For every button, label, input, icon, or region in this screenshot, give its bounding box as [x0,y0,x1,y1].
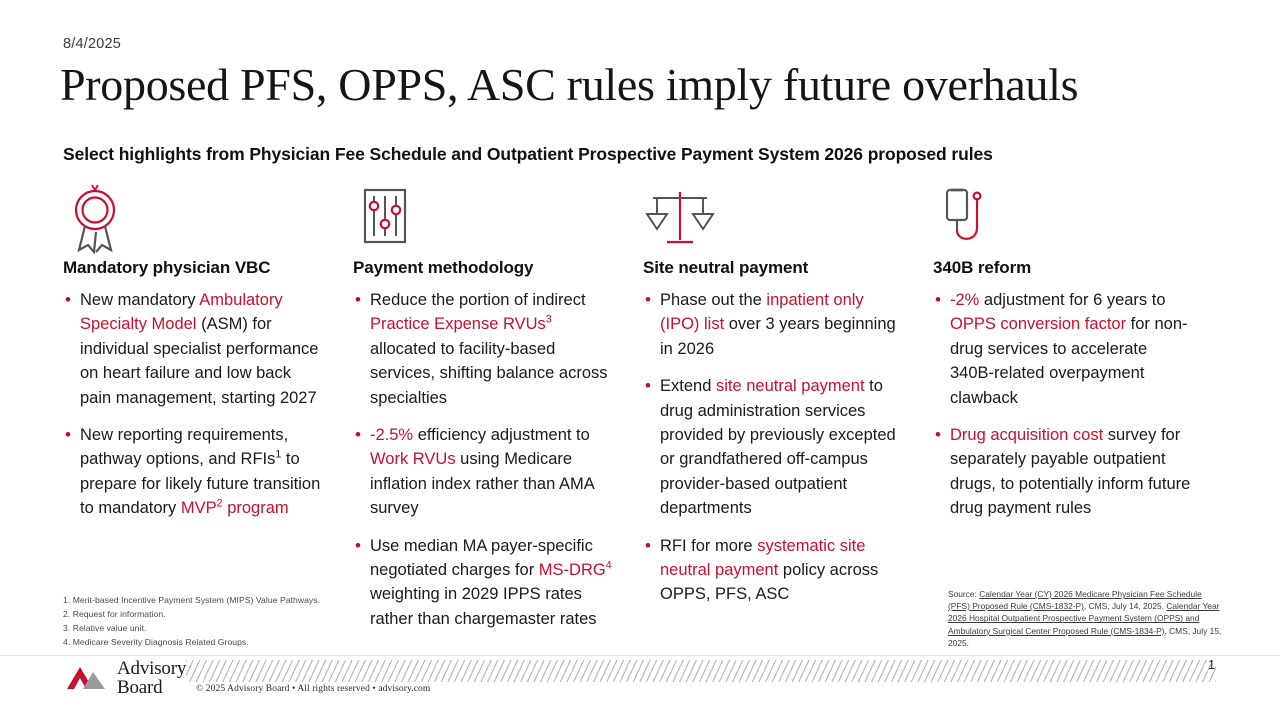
column-heading: Site neutral payment [643,258,809,277]
advisory-board-logo [63,659,186,698]
column-heading: Payment methodology [353,258,534,277]
page-subtitle: Select highlights from Physician Fee Schedule and Outpatient Prospective Payment System 2026 proposed rules [63,144,993,164]
footnotes [63,594,373,650]
list-item: • -2% adjustment for 6 years to OPPS conversion factor for non-drug services to accelerate 340B-related overpayment clawback [933,288,1195,410]
column-mandatory-physician-vbc [63,180,353,644]
source-citation[interactable]: Source: Calendar Year (CY) 2026 Medicare Physician Fee Schedule (PFS) Proposed Rule (CMS-1832-P), CMS, July 14, 2025. Calendar Year 2026 Hospital Outpatient Prospective Payment System (OPPS) and Ambulatory Surgical Center Proposed Rule (CMS-1834-P), CMS, July 15, 2025. [948,589,1222,648]
footnote-item: 2. Request for information. [63,608,166,619]
balance-scale-icon [643,180,905,258]
footnote-item: 1. Merit-based Incentive Payment System (MIPS) Value Pathways. [63,595,321,605]
list-item: • Use median MA payer-specific negotiated charges for MS-DRG$^4$ weighting in 2029 IPPS rates rather than chargemaster rates [353,534,615,632]
list-item: • Extend site neutral payment to drug administration services provided by previously excepted or grandfathered off-campus provider-based outpatient departments [643,374,905,520]
list-item: • New reporting requirements, pathway options, and RFIs$^1$ to prepare for likely future transition to mandatory MVP$^2$ program [63,423,325,521]
page-title: Proposed PFS, OPPS, ASC rules imply future overhauls [60,59,1079,110]
column-payment-methodology [353,180,643,644]
copyright-text: © 2025 Advisory Board • All rights reserved • advisory.com [196,684,431,694]
page-number: 1 [1208,658,1215,672]
list-item: • Phase out the inpatient only (IPO) list over 3 years beginning in 2026 [643,288,905,361]
logo-line-2: Board [117,677,163,699]
iv-drip-icon [933,180,1195,258]
footnote-item: 4. Medicare Severity Diagnosis Related Groups. [63,636,249,647]
footer-divider [0,655,1280,656]
column-340b-reform [933,180,1223,644]
logo-mark-icon [63,661,109,695]
columns-container [63,180,1223,644]
sliders-icon [353,180,615,258]
logo-line-1: Advisory [117,658,187,679]
list-item: • Reduce the portion of indirect Practice Expense RVUs$^3$ allocated to facility-based services, shifting balance across specialties [353,288,615,410]
list-item: • RFI for more systematic site neutral payment policy across OPPS, PFS, ASC [643,534,905,607]
column-heading: 340B reform [933,258,1032,277]
list-item: • -2.5% efficiency adjustment to Work RVUs using Medicare inflation index rather than AMA survey [353,423,615,521]
award-ribbon-icon [63,180,325,258]
footnote-item: 3. Relative value unit. [63,622,147,633]
bullet-list [353,288,615,631]
list-item: • Drug acquisition cost survey for separately payable outpatient drugs, to potentially inform future drug payment rules [933,423,1195,521]
column-heading: Mandatory physician VBC [63,258,271,277]
list-item: • New mandatory Ambulatory Specialty Model (ASM) for individual specialist performance on heart failure and low back pain management, starting 2027 [63,288,325,410]
bullet-list [933,288,1195,521]
footer-hatch-pattern [186,660,1216,682]
bullet-list [643,288,905,607]
column-site-neutral-payment [643,180,933,644]
slide-date: 8/4/2025 [63,36,122,52]
bullet-list [63,288,325,521]
